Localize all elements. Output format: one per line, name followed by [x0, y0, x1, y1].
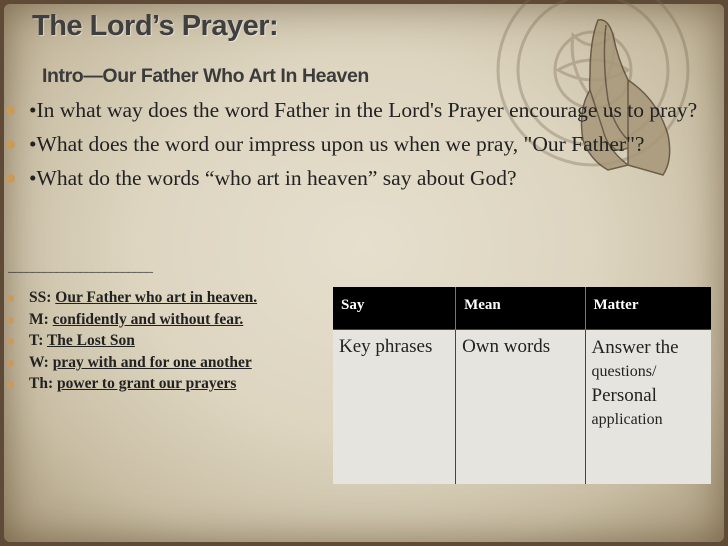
matter-line: questions/ [591, 363, 657, 380]
say-mean-matter-table [333, 287, 711, 484]
assignment-item [0, 309, 257, 331]
assignment-item [0, 352, 257, 374]
assignment-item [0, 373, 257, 395]
bullet-icon [7, 381, 14, 388]
slide-title: The Lord’s Prayer: [32, 10, 279, 42]
bullet-icon [7, 317, 14, 324]
assignment-item [0, 330, 257, 352]
cell-matter [585, 330, 711, 485]
question-item [0, 164, 700, 192]
bullet-icon [7, 295, 14, 302]
question-item [0, 96, 700, 124]
assignment-text: Our Father who art in heaven. [55, 289, 258, 306]
assignment-text: pray with and for one another [52, 353, 252, 371]
assignment-item [0, 287, 257, 309]
bullet-icon [7, 338, 14, 345]
question-item [0, 130, 700, 158]
slide-subtitle: Intro—Our Father Who Art In Heaven [42, 65, 369, 87]
divider-line: ________________________ [8, 262, 152, 274]
assignment-text: power to grant our prayers [57, 375, 237, 392]
cell-say: Key phrases [333, 330, 456, 485]
assignment-day: W: [29, 353, 49, 371]
matter-line: Personal [591, 385, 657, 406]
assignment-day: T: [29, 332, 44, 349]
bullet-icon [6, 140, 15, 149]
bullet-icon [6, 106, 15, 115]
assignment-day: Th: [29, 375, 54, 392]
daily-assignment-list [0, 287, 257, 395]
header-mean: Mean [456, 287, 585, 330]
header-say: Say [333, 287, 456, 330]
table-row [333, 330, 711, 485]
cell-mean: Own words [456, 330, 585, 485]
assignment-day: M: [29, 310, 49, 328]
assignment-text: confidently and without fear. [52, 310, 244, 328]
bullet-icon [6, 174, 15, 183]
bullet-icon [7, 360, 14, 367]
assignment-day: SS: [29, 289, 52, 306]
matter-line: Answer the [591, 337, 679, 358]
table-header-row [333, 287, 711, 330]
question-text: •In what way does the word Father in the Lord's Prayer encourage us to pray? [29, 98, 698, 122]
matter-line: application [591, 411, 663, 428]
header-matter: Matter [585, 287, 711, 330]
question-text: •What does the word our impress upon us when we pray, "Our Father"? [29, 132, 645, 156]
assignment-text: The Lost Son [46, 332, 135, 349]
question-list [0, 96, 700, 198]
question-text: •What do the words “who art in heaven” say about God? [29, 166, 517, 190]
